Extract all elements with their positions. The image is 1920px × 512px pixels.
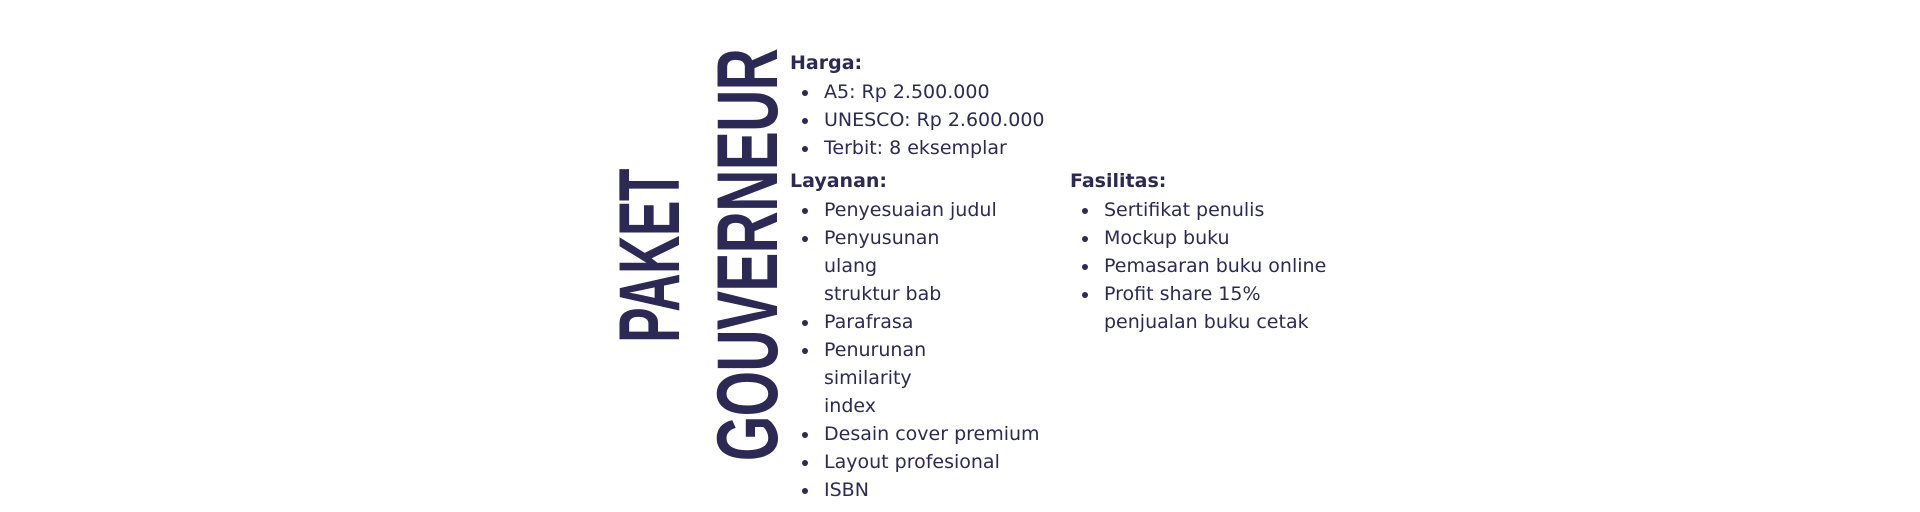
list-item (790, 224, 1052, 308)
list-item: Pemasaran buku online (1070, 252, 1370, 280)
harga-heading: Harga: (790, 52, 863, 74)
list-item: UNESCO: Rp 2.600.000 (790, 106, 1060, 134)
layanan-heading: Layanan: (790, 170, 888, 192)
list-item (790, 336, 1052, 420)
title-paket: PAKET (602, 169, 698, 343)
harga-list (790, 78, 1060, 162)
list-item-text: Profit share 15% (1104, 283, 1261, 305)
list-item: Sertifikat penulis (1070, 196, 1370, 224)
list-item: ISBN (790, 476, 1052, 504)
list-item: Penyesuaian judul (790, 196, 1052, 224)
list-item-text: Penyusunan ulang (824, 227, 940, 277)
list-item-text: penjualan buku cetak (1104, 311, 1309, 333)
title-gouverneur: GOUVERNEUR (700, 48, 796, 462)
fasilitas-heading: Fasilitas: (1070, 170, 1167, 192)
layanan-list (790, 196, 1052, 504)
list-item-text: index (824, 395, 876, 417)
list-item (1070, 280, 1370, 336)
list-item-text: struktur bab (824, 283, 942, 305)
list-item: Parafrasa (790, 308, 1052, 336)
list-item: A5: Rp 2.500.000 (790, 78, 1060, 106)
list-item-text: Penurunan similarity (824, 339, 927, 389)
list-item: Mockup buku (1070, 224, 1370, 252)
list-item: Layout profesional (790, 448, 1052, 476)
list-item: Desain cover premium (790, 420, 1052, 448)
list-item: Terbit: 8 eksemplar (790, 134, 1060, 162)
fasilitas-list (1070, 196, 1370, 336)
